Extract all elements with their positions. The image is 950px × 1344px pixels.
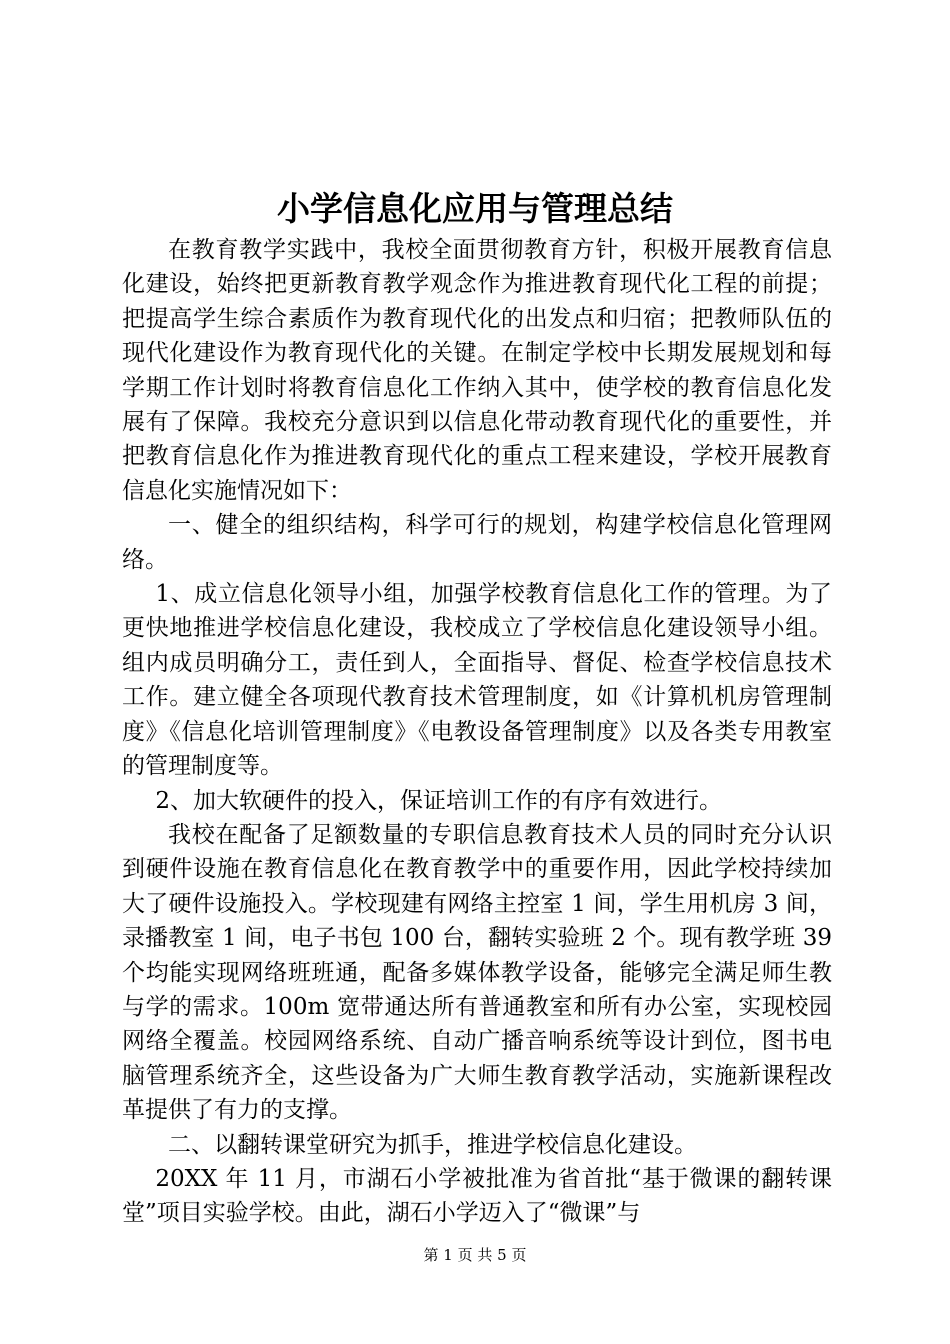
- paragraph-item-2: 2、加大软硬件的投入，保证培训工作的有序有效进行。: [155, 787, 722, 814]
- document-title: 小学信息化应用与管理总结: [277, 189, 673, 228]
- paragraph-flipped-classroom: 20XX 年 11 月，市湖石小学被批准为省首批“基于微课的翻转课堂”项目实验学校。由此，湖石小学迈入了“微课”与: [122, 1165, 832, 1227]
- paragraph-hardware: 我校在配备了足额数量的专职信息教育技术人员的同时充分认识到硬件设施在教育信息化在教育教学中的重要作用，因此学校持续加大了硬件设施投入。学校现建有网络主控室 1 间，学生用机房 3 间，录播教室 1 间，电子书包 100 台，翻转实验班 2 个。现有教学班 39 个均能实现网络班班通，配备多媒体教学设备，能够完全满足师生教与学的需求。100m 宽带通达所有普通教室和所有办公室，实现校园网络全覆盖。校园网络系统、自动广播音响系统等设计到位，图书电脑管理系统齐全，这些设备为广大师生教育教学活动，实施新课程改革提供了有力的支撑。: [122, 821, 832, 1124]
- document-body: [122, 233, 832, 1231]
- paragraph-item-1: 1、成立信息化领导小组，加强学校教育信息化工作的管理。为了更快地推进学校信息化建设，我校成立了学校信息化建设领导小组。组内成员明确分工，责任到人，全面指导、督促、检查学校信息技术工作。建立健全各项现代教育技术管理制度，如《计算机机房管理制度》《信息化培训管理制度》《电教设备管理制度》以及各类专用教室的管理制度等。: [122, 581, 832, 780]
- section-heading-2: 二、以翻转课堂研究为抓手，推进学校信息化建设。: [168, 1131, 697, 1158]
- page-footer: 第 1 页 共 5 页: [423, 1246, 527, 1264]
- section-heading-1: 一、健全的组织结构，科学可行的规划，构建学校信息化管理网络。: [122, 512, 832, 573]
- paragraph-intro: 在教育教学实践中，我校全面贯彻教育方针，积极开展教育信息化建设，始终把更新教育教学观念作为推进教育现代化工程的前提；把提高学生综合素质作为教育现代化的出发点和归宿；把教师队伍的现代化建设作为教育现代化的关键。在制定学校中长期发展规划和每学期工作计划时将教育信息化工作纳入其中，使学校的教育信息化发展有了保障。我校充分意识到以信息化带动教育现代化的重要性，并把教育信息化作为推进教育现代化的重点工程来建设，学校开展教育信息化实施情况如下：: [122, 237, 832, 504]
